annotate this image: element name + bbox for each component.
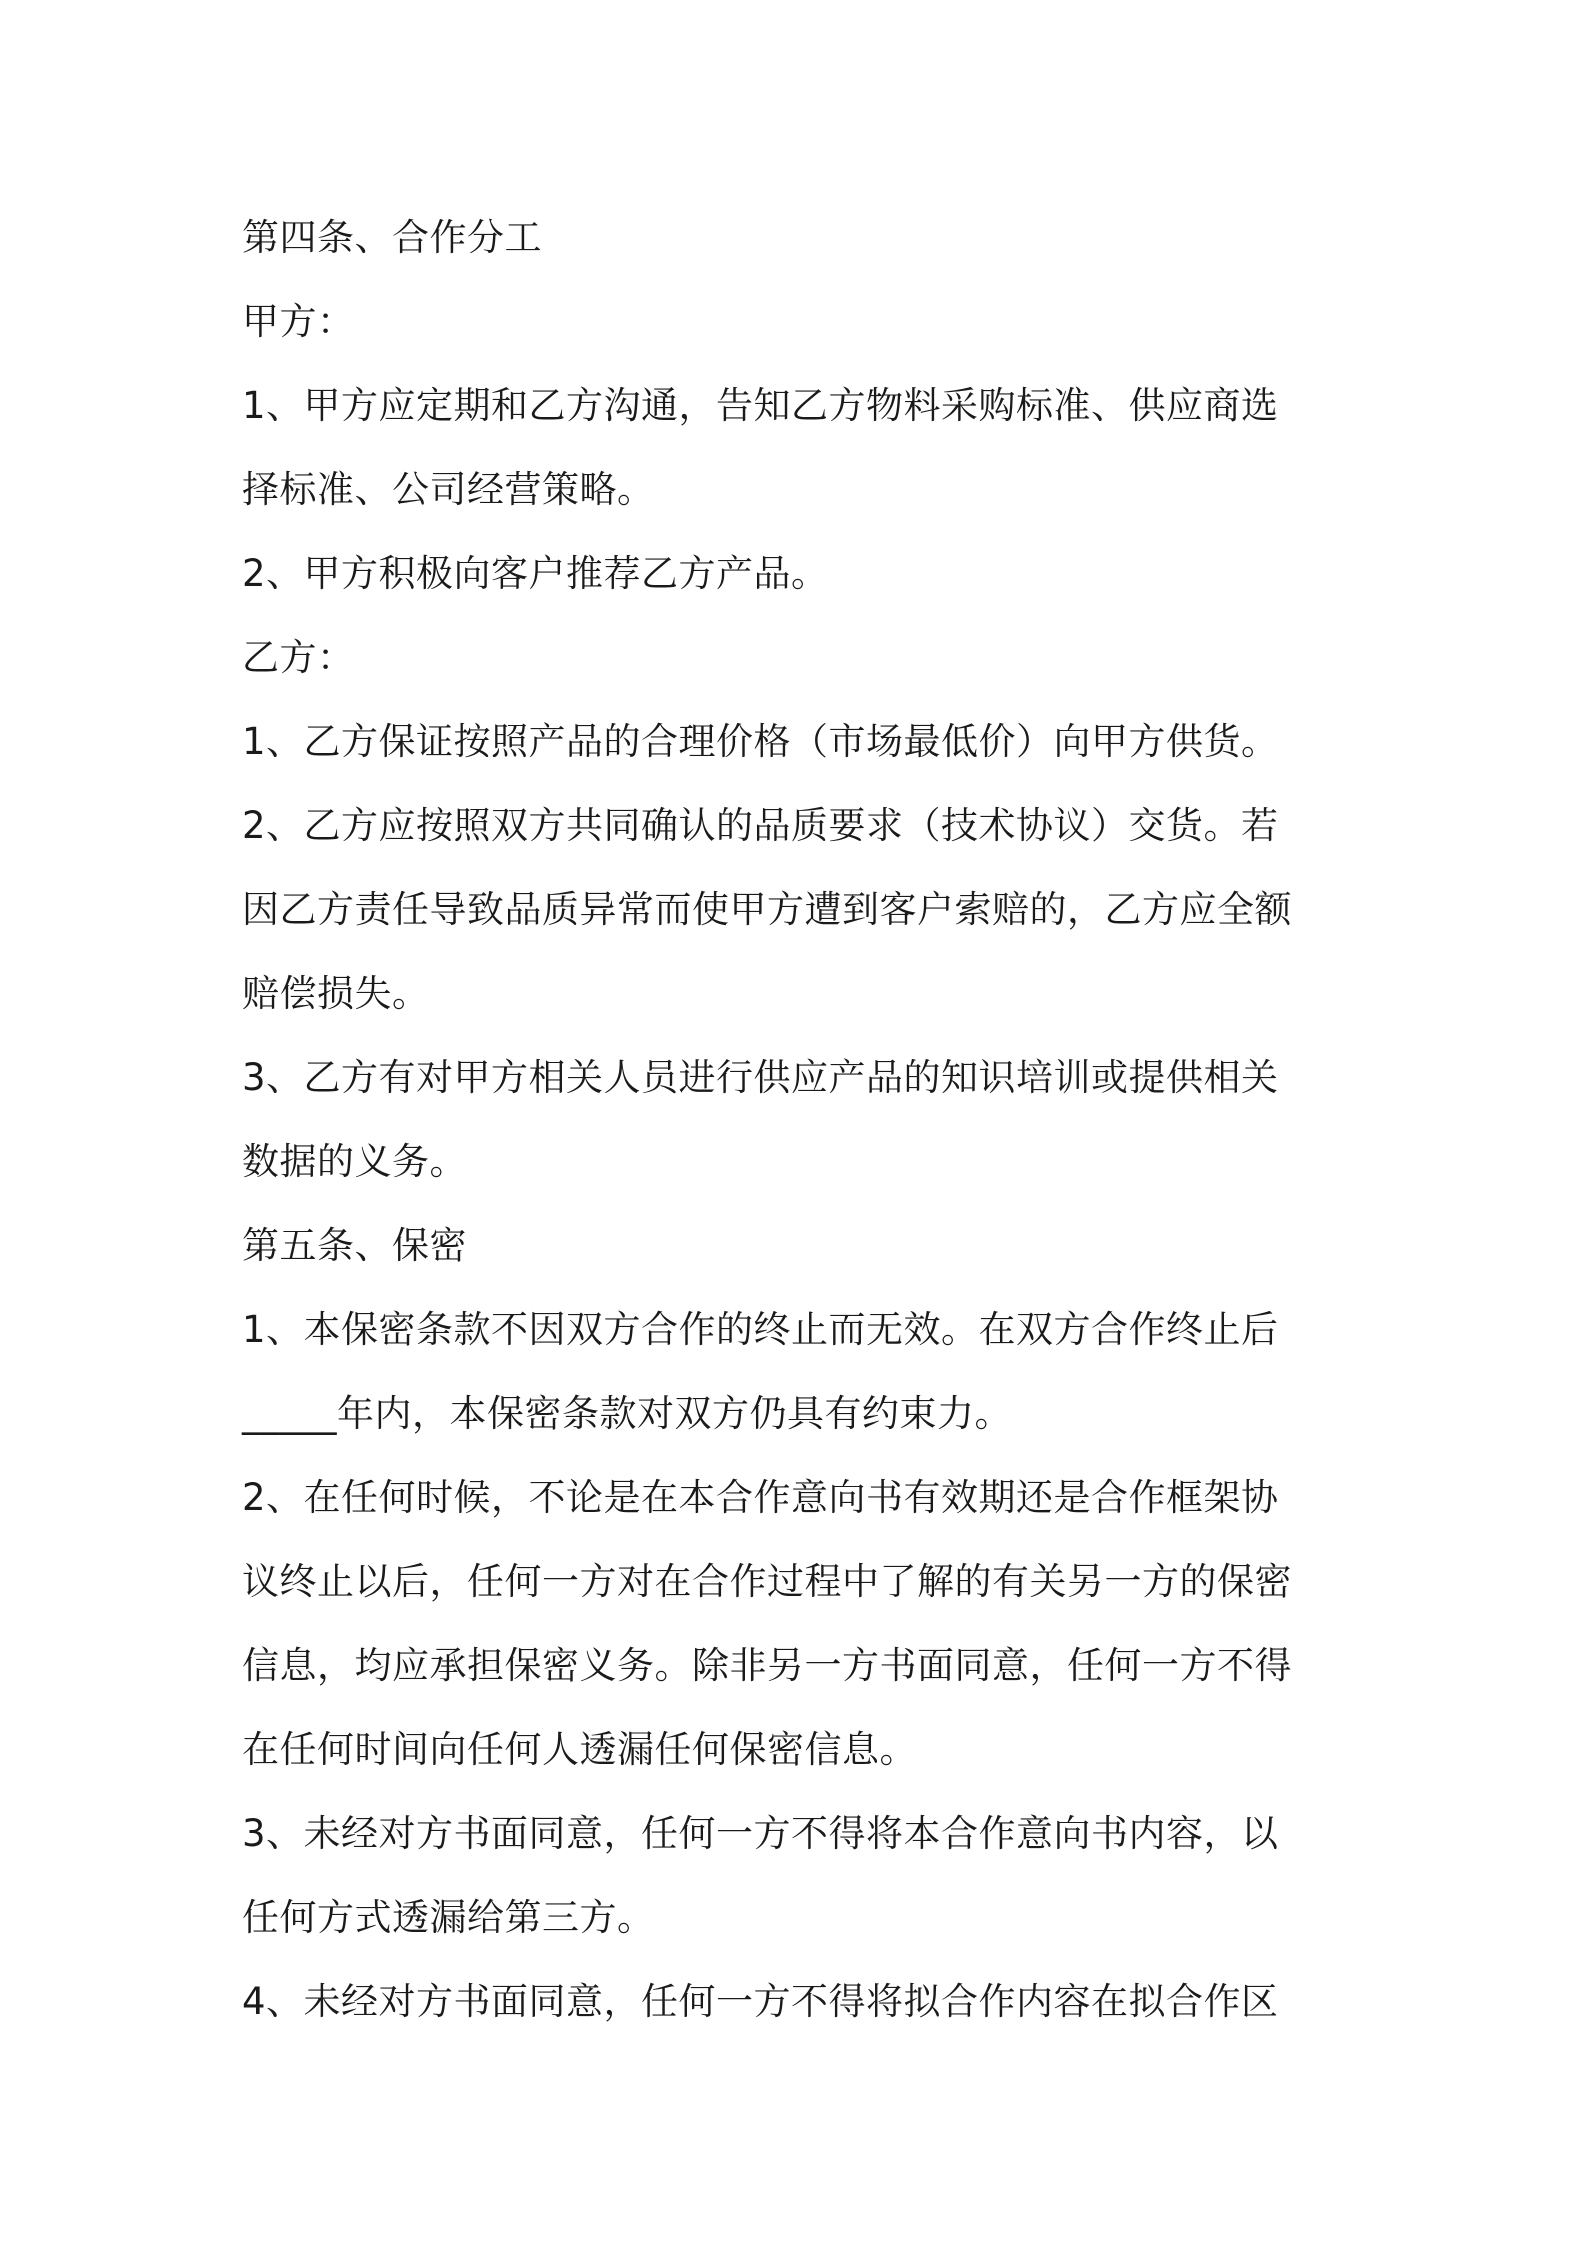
text-line: 1、甲方应定期和乙方沟通，告知乙方物料采购标准、供应商选 [242, 384, 1279, 427]
article4-heading: 第四条、合作分工 [242, 216, 542, 259]
party-a-label: 甲方： [242, 300, 355, 343]
text-line: 任何方式透漏给第三方。 [242, 1896, 655, 1939]
text-line: 4、未经对方书面同意，任何一方不得将拟合作内容在拟合作区 [242, 1980, 1279, 2023]
confidentiality-item-4 [242, 1960, 1358, 2044]
confidentiality-item-3 [242, 1792, 1358, 1960]
text-line: 在任何时间向任何人透漏任何保密信息。 [242, 1728, 917, 1771]
party-a-item-1 [242, 364, 1358, 532]
text-line: 信息，均应承担保密义务。除非另一方书面同意，任何一方不得 [242, 1644, 1292, 1687]
text-line: 1、本保密条款不因双方合作的终止而无效。在双方合作终止后 [242, 1308, 1279, 1351]
text-line: 赔偿损失。 [242, 972, 430, 1015]
party-b-item-1 [242, 700, 1358, 784]
text-line: _____年内，本保密条款对双方仍具有约束力。 [242, 1392, 1012, 1435]
party-b-item-2 [242, 784, 1358, 1036]
party-b-label: 乙方： [242, 636, 355, 679]
text-line: 议终止以后，任何一方对在合作过程中了解的有关另一方的保密 [242, 1560, 1292, 1603]
text-line: 1、乙方保证按照产品的合理价格（市场最低价）向甲方供货。 [242, 720, 1279, 763]
text-line: 择标准、公司经营策略。 [242, 468, 655, 511]
confidentiality-item-2 [242, 1456, 1358, 1792]
party-b-item-3 [242, 1036, 1358, 1204]
text-line: 因乙方责任导致品质异常而使甲方遭到客户索赔的，乙方应全额 [242, 888, 1292, 931]
text-line: 3、未经对方书面同意，任何一方不得将本合作意向书内容，以 [242, 1812, 1279, 1855]
text-line: 2、乙方应按照双方共同确认的品质要求（技术协议）交货。若 [242, 804, 1279, 847]
confidentiality-item-1 [242, 1288, 1358, 1456]
text-line: 2、在任何时候，不论是在本合作意向书有效期还是合作框架协 [242, 1476, 1279, 1519]
text-line: 3、乙方有对甲方相关人员进行供应产品的知识培训或提供相关 [242, 1056, 1279, 1099]
text-line: 数据的义务。 [242, 1140, 467, 1183]
article5-heading: 第五条、保密 [242, 1224, 467, 1267]
text-line: 2、甲方积极向客户推荐乙方产品。 [242, 552, 829, 595]
party-a-item-2 [242, 532, 1358, 616]
document-body [242, 196, 1358, 2044]
